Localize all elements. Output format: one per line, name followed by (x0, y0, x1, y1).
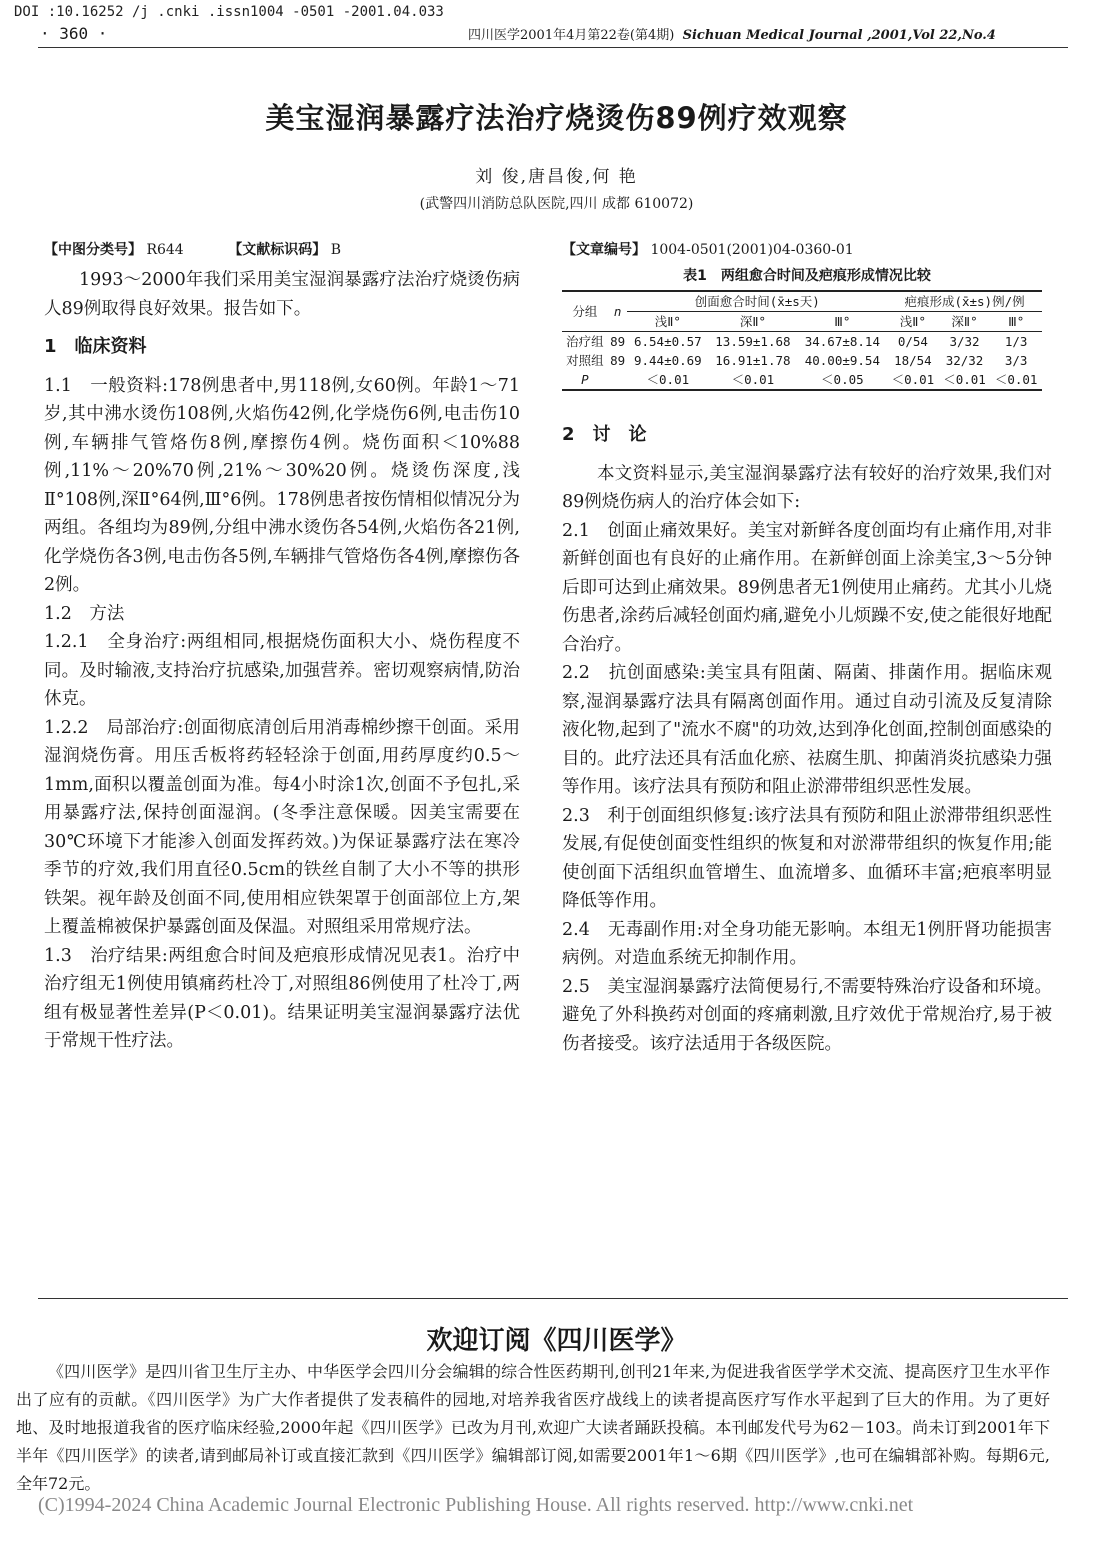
paragraph-1-1: 1.1 一般资料:178例患者中,男118例,女60例。年龄1～71岁,其中沸水烫伤108例,火焰伤42例,化学烧伤6例,电击伤10例,车辆排气管烙伤8例,摩擦伤4例。烧伤面积＜10%88例,11%～20%70例,21%～30%20例。烧烫伤深度,浅Ⅱ°108例,深Ⅱ°64例,Ⅲ°6例。178例患者按伤情相似情况分为两组。各组均为89例,分组中沸水烫伤各54例,火焰伤各21例,化学烧伤各3例,电击伤各5例,车辆排气管烙伤各4例,摩擦伤各2例。 (44, 375, 520, 595)
paragraph-1-2: 1.2 方法 (44, 603, 125, 624)
paragraph-1-3: 1.3 治疗结果:两组愈合时间及疤痕形成情况见表1。治疗中治疗组无1例使用镇痛药杜冷丁,对照组86例使用了杜冷丁,两组有极显著性差异(P＜0.01)。结果证明美宝湿润暴露疗法优于常规干性疗法。 (44, 945, 520, 1051)
cell-scar-3: ＜0.01 (990, 370, 1042, 390)
cell-heal-2: 16.91±1.78 (715, 353, 791, 368)
th-heal-sub-2: 深Ⅱ° (739, 314, 767, 329)
left-column (44, 240, 520, 1056)
paragraph-2-2: 2.2 抗创面感染:美宝具有阻菌、隔菌、排菌作用。据临床观察,湿润暴露疗法具有隔离创面作用。通过自动引流及反复清除液化物,起到了"流水不腐"的功效,达到净化创面,控制创面感染的目的。此疗法还具有活血化瘀、祛腐生肌、抑菌消炎抗感染力强等作用。该疗法具有预防和阻止淤滞带组织恶性发展。 (562, 663, 1052, 797)
cell-scar-1: ＜0.01 (887, 370, 939, 390)
cell-n (608, 370, 628, 390)
cell-scar-2: 32/32 (945, 353, 984, 368)
cell-scar-2: ＜0.01 (939, 370, 991, 390)
th-scar-sub-1: 浅Ⅱ° (899, 314, 926, 329)
copyright-watermark: (C)1994-2024 China Academic Journal Electronic Publishing House. All rights reserved. http://www.cnki.net (38, 1494, 914, 1516)
paragraph-1-2-2: 1.2.2 局部治疗:创面彻底清创后用消毒棉纱擦干创面。采用湿润烧伤膏。用压舌板将药轻轻涂于创面,用药厚度约0.5～1mm,面积以覆盖创面为准。每4小时涂1次,创面不予包扎,采用暴露疗法,保持创面湿润。(冬季注意保暖。因美宝需要在30℃环境下才能渗入创面发挥药效。)为保证暴露疗法在寒冷季节的疗效,我们用直径0.5cm的铁丝自制了大小不等的拱形铁架。视年龄及创面不同,使用相应铁架罩于创面部位上方,架上覆盖棉被保护暴露创面及保温。对照组采用常规疗法。 (44, 717, 520, 937)
th-n: n (608, 291, 628, 332)
th-heal-sub-1: 浅Ⅱ° (654, 314, 681, 329)
th-scar-sub-3: Ⅲ° (1008, 314, 1025, 329)
th-scar-sub-2: 深Ⅱ° (951, 314, 978, 329)
doc-value: B (330, 242, 341, 258)
cell-n: 89 (608, 332, 628, 352)
art-label: 【文章编号】 (562, 242, 646, 258)
table-1 (562, 290, 1042, 391)
table-row (562, 370, 1042, 390)
running-head-en: Sichuan Medical Journal ,2001,Vol 22,No.4 (682, 28, 996, 43)
paragraph-2-4: 2.4 无毒副作用:对全身功能无影响。本组无1例肝肾功能损害病例。对造血系统无抑制作用。 (562, 919, 1052, 968)
section-2-heading: 2 讨 论 (562, 424, 647, 445)
th-group: 分组 (562, 291, 608, 332)
article-title: 美宝湿润暴露疗法治疗烧烫伤89例疗效观察 (265, 101, 848, 135)
article-number-line (562, 240, 1052, 260)
intro-paragraph: 1993～2000年我们采用美宝湿润暴露疗法治疗烧烫伤病人89例取得良好效果。报告如下。 (44, 270, 520, 319)
notice-title: 欢迎订阅《四川医学》 (426, 1326, 687, 1356)
article-affiliation: (武警四川消防总队医院,四川 成都 610072) (419, 196, 694, 212)
table-row (562, 351, 1042, 370)
doi-line: DOI :10.16252 /j .cnki .issn1004 -0501 -2001.04.033 (14, 4, 444, 20)
page-number: · 360 · (40, 24, 108, 43)
cell-heal-3: 34.67±8.14 (798, 332, 887, 352)
cell-heal-2: 13.59±1.68 (708, 332, 797, 352)
cell-scar-3: 1/3 (990, 332, 1042, 352)
section-1-heading: 1 临床资料 (44, 336, 147, 357)
doc-label: 【文献标识码】 (228, 242, 327, 258)
table-row (562, 332, 1042, 352)
article-authors: 刘 俊,唐昌俊,何 艳 (475, 167, 638, 187)
cell-heal-3: 40.00±9.54 (804, 353, 880, 368)
cell-group: 治疗组 (562, 332, 608, 352)
cell-heal-1: 9.44±0.69 (633, 353, 702, 368)
cell-scar-3: 3/3 (1004, 353, 1028, 368)
art-value: 1004-0501(2001)04-0360-01 (650, 242, 854, 258)
table-1-caption: 表1 两组愈合时间及疤痕形成情况比较 (683, 268, 931, 284)
paragraph-2-3: 2.3 利于创面组织修复:该疗法具有预防和阻止淤滞带组织恶性发展,有促使创面变性组织的恢复和对淤滞带组织的恢复作用;能使创面下活组织血管增生、血流增多、血循环丰富;疤痕率明显降低等作用。 (562, 805, 1052, 911)
running-head-cn: 四川医学2001年4月第22卷(第4期) (468, 28, 675, 43)
running-head (468, 24, 996, 43)
th-heal: 创面愈合时间(x̄±s天) (627, 291, 887, 312)
notice-rule (38, 1298, 1068, 1299)
cell-scar-1: 0/54 (887, 332, 939, 352)
cell-heal-2: ＜0.01 (708, 370, 797, 390)
clc-label: 【中图分类号】 (44, 242, 142, 258)
cell-heal-1: 6.54±0.57 (627, 332, 708, 352)
paragraph-1-2-1: 1.2.1 全身治疗:两组相同,根据烧伤面积大小、烧伤程度不同。及时输液,支持治疗抗感染,加强营养。密切观察病情,防治休克。 (44, 632, 520, 709)
cell-group: P (562, 370, 608, 390)
notice-body: 《四川医学》是四川省卫生厅主办、中华医学会四川分会编辑的综合性医药期刊,创刊21年来,为促进我省医学学术交流、提高医疗卫生水平作出了应有的贡献。《四川医学》为广大作者提供了发表稿件的园地,对培养我省医疗战线上的读者提高医疗写作水平起到了巨大的作用。为了更好地、及时地报道我省的医疗临床经验,2000年起《四川医学》已改为月刊,欢迎广大读者踊跃投稿。本刊邮发代号为62－103。尚未订到2001年下半年《四川医学》的读者,请到邮局补订或直接汇款到《四川医学》编辑部订阅,如需要2001年1～6期《四川医学》,也可在编辑部补购。每期6元,全年72元。 (16, 1362, 1050, 1493)
clc-value: R644 (146, 242, 184, 258)
th-scar: 疤痕形成(x̄±s)例/例 (887, 291, 1042, 312)
cell-n: 89 (610, 353, 626, 368)
cell-heal-3: ＜0.05 (798, 370, 887, 390)
right-column (562, 240, 1052, 1058)
paragraph-2-0: 本文资料显示,美宝湿润暴露疗法有较好的治疗效果,我们对89例烧伤病人的治疗体会如下: (562, 463, 1052, 512)
th-heal-sub-3: Ⅲ° (834, 314, 851, 329)
cell-scar-1: 18/54 (894, 353, 932, 368)
classification-line (44, 240, 520, 260)
cell-heal-1: ＜0.01 (627, 370, 708, 390)
paragraph-2-5: 2.5 美宝湿润暴露疗法简便易行,不需要特殊治疗设备和环境。避免了外科换药对创面的疼痛刺激,且疗效优于常规治疗,易于被伤者接受。该疗法适用于各级医院。 (562, 976, 1052, 1054)
paragraph-2-1: 2.1 创面止痛效果好。美宝对新鲜各度创面均有止痛作用,对非新鲜创面也有良好的止痛作用。在新鲜创面上涂美宝,3～5分钟后即可达到止痛效果。89例患者无1例使用止痛药。尤其小儿烧伤患者,涂药后减轻创面灼痛,避免小儿烦躁不安,使之能很好地配合治疗。 (562, 520, 1052, 655)
cell-group: 对照组 (566, 353, 604, 368)
cell-scar-2: 3/32 (939, 332, 991, 352)
header-rule (38, 47, 1068, 48)
